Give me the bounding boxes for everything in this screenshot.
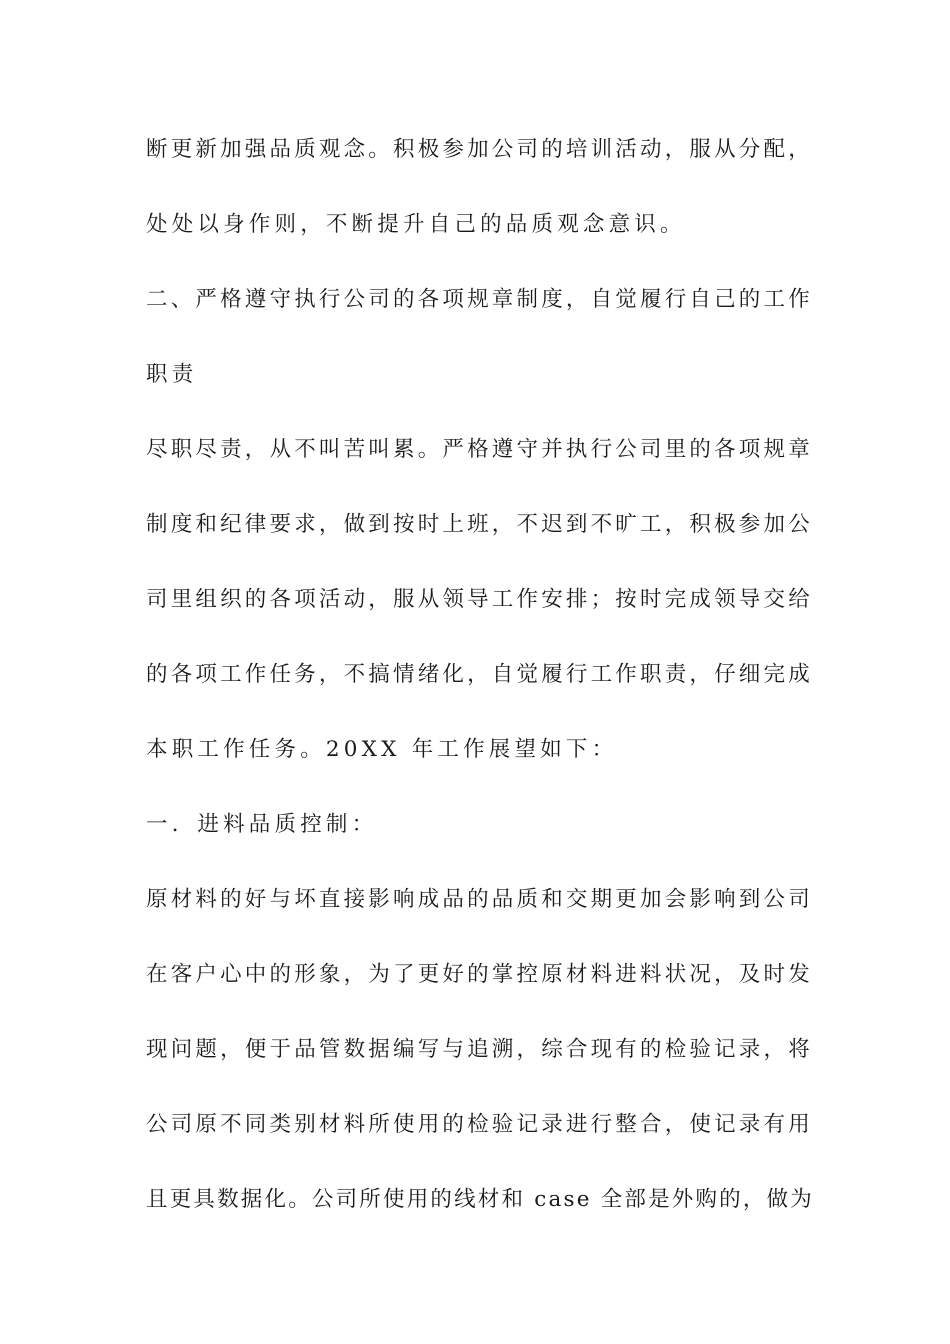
section-heading-line: 二、严格遵守执行公司的各项规章制度，自觉履行自己的工作 <box>146 287 813 312</box>
paragraph-line: 制度和纪律要求，做到按时上班，不迟到不旷工，积极参加公 <box>146 512 813 537</box>
paragraph-line: 且更具数据化。公司所使用的线材和 case 全部是外购的，做为 <box>146 1187 814 1212</box>
section-heading-line: 一．进料品质控制： <box>146 812 378 837</box>
paragraph-line: 原材料的好与坏直接影响成品的品质和交期更加会影响到公司 <box>146 887 813 912</box>
paragraph-line: 断更新加强品质观念。积极参加公司的培训活动，服从分配， <box>146 137 813 162</box>
paragraph-line: 司里组织的各项活动，服从领导工作安排；按时完成领导交给 <box>146 587 813 612</box>
paragraph-line: 公司原不同类别材料所使用的检验记录进行整合，使记录有用 <box>146 1112 813 1137</box>
section-heading-line: 职责 <box>146 362 198 387</box>
paragraph-line: 在客户心中的形象，为了更好的掌控原材料进料状况，及时发 <box>146 962 813 987</box>
paragraph-line: 的各项工作任务，不搞情绪化，自觉履行工作职责，仔细完成 <box>146 662 813 687</box>
paragraph-line: 本职工作任务。20XX 年工作展望如下： <box>146 737 618 762</box>
paragraph-line: 现问题，便于品管数据编写与追溯，综合现有的检验记录，将 <box>146 1037 813 1062</box>
paragraph-line: 处处以身作则，不断提升自己的品质观念意识。 <box>146 212 686 237</box>
paragraph-line: 尽职尽责，从不叫苦叫累。严格遵守并执行公司里的各项规章 <box>146 437 813 462</box>
